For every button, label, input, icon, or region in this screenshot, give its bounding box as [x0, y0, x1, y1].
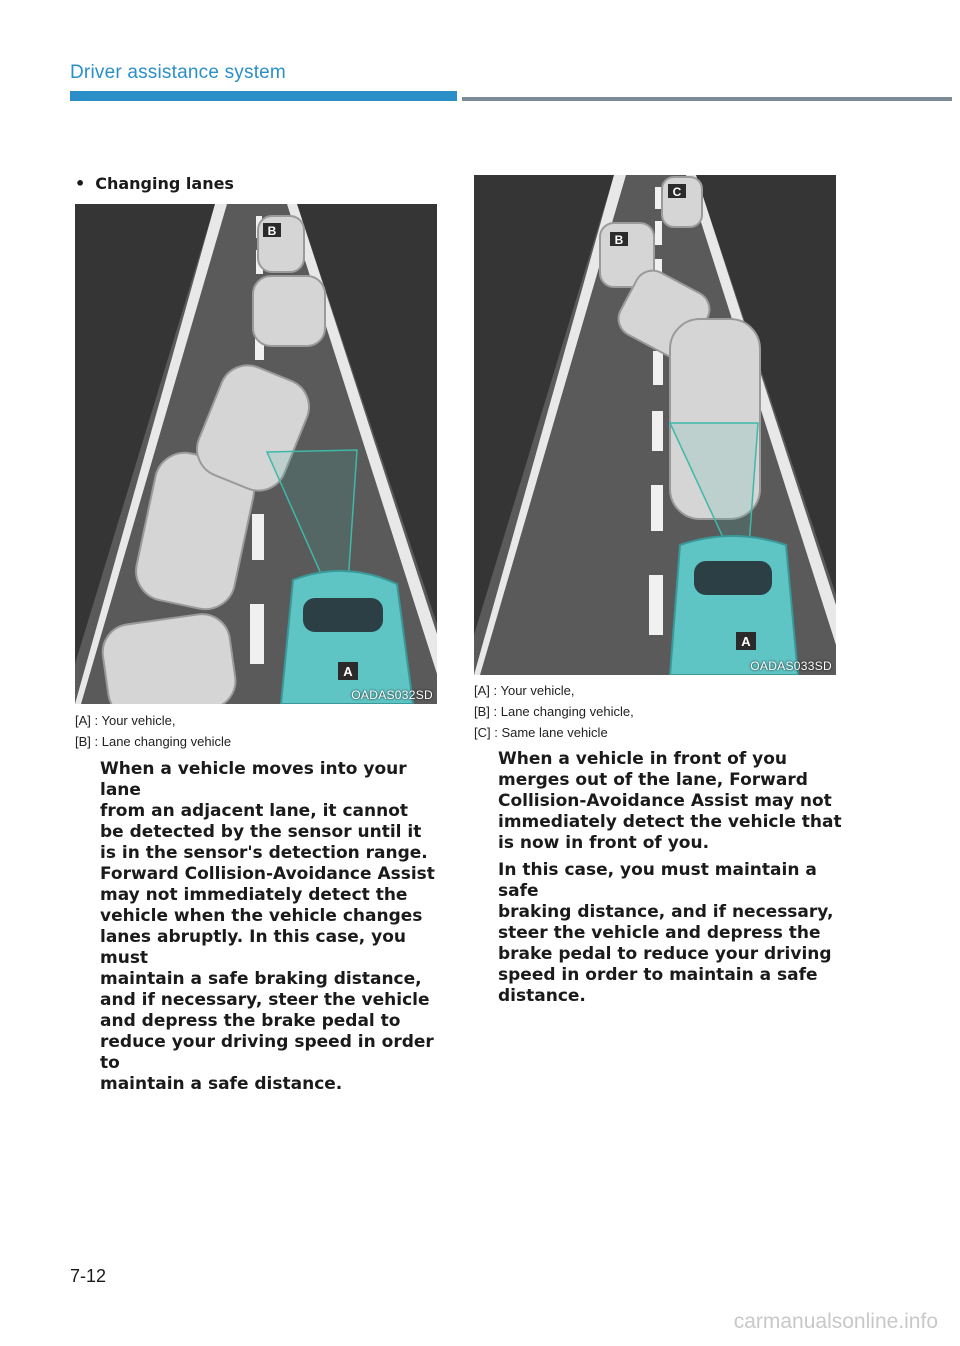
watermark-link[interactable]: carmanualsonline.info — [733, 1310, 938, 1333]
text-line: from an adjacent lane, it cannot — [100, 801, 409, 821]
text-line: Collision-Avoidance Assist may not — [498, 791, 832, 811]
text-line: braking distance, and if necessary, — [498, 902, 834, 922]
text-line: lanes abruptly. In this case, you must — [100, 927, 406, 968]
vehicle-label-a: A — [741, 634, 751, 649]
text-line: and depress the brake pedal to — [100, 1011, 401, 1031]
illustration-lane-change-adjacent — [75, 204, 437, 704]
section-heading-text: Changing lanes — [95, 174, 234, 193]
text-line: maintain a safe distance. — [100, 1074, 343, 1094]
text-line: immediately detect the vehicle that — [498, 812, 842, 832]
text-line: reduce your driving speed in order to — [100, 1032, 434, 1073]
caption-line: [A] : Your vehicle, — [474, 683, 575, 698]
body-text-right — [498, 749, 848, 1013]
figure-caption-right — [474, 680, 634, 743]
text-line: When a vehicle in front of you — [498, 749, 787, 769]
paragraph — [498, 749, 848, 854]
text-line: steer the vehicle and depress the — [498, 923, 821, 943]
figure-caption-left — [75, 710, 231, 752]
bullet-dot: • — [75, 174, 86, 193]
page-number: 7-12 — [70, 1266, 107, 1286]
vehicle-label-b: B — [614, 233, 624, 247]
text-line: maintain a safe braking distance, — [100, 969, 422, 989]
header-title: Driver assistance system — [70, 62, 286, 83]
figure-changing-lanes-left — [75, 204, 437, 704]
illustration-lane-merge-out — [474, 175, 836, 675]
figure-changing-lanes-right — [474, 175, 836, 675]
figure-code: OADAS032SD — [351, 688, 433, 702]
text-line: merges out of the lane, Forward — [498, 770, 808, 790]
text-line: Forward Collision-Avoidance Assist — [100, 864, 435, 884]
text-line: When a vehicle moves into your lane — [100, 759, 407, 800]
vehicle-label-b: B — [267, 224, 277, 238]
text-line: brake pedal to reduce your driving — [498, 944, 832, 964]
caption-line: [B] : Lane changing vehicle, — [474, 704, 634, 719]
caption-line: [C] : Same lane vehicle — [474, 725, 608, 740]
text-line: is in the sensor's detection range. — [100, 843, 428, 863]
text-line: distance. — [498, 986, 586, 1006]
vehicle-label-c: C — [672, 185, 682, 199]
caption-line: [B] : Lane changing vehicle — [75, 734, 232, 749]
text-line: is now in front of you. — [498, 833, 710, 853]
text-line: vehicle when the vehicle changes — [100, 906, 423, 926]
section-heading — [75, 174, 234, 193]
caption-line: [A] : Your vehicle, — [75, 713, 176, 728]
text-line: may not immediately detect the — [100, 885, 408, 905]
figure-code: OADAS033SD — [750, 659, 832, 673]
vehicle-label-a: A — [343, 664, 353, 679]
text-line: speed in order to maintain a safe — [498, 965, 818, 985]
body-text-left — [100, 759, 445, 1095]
text-line: and if necessary, steer the vehicle — [100, 990, 430, 1010]
header-divider-bar — [462, 97, 952, 101]
header-accent-bar — [70, 91, 457, 101]
paragraph — [498, 860, 848, 1007]
text-line: In this case, you must maintain a safe — [498, 860, 817, 901]
text-line: be detected by the sensor until it — [100, 822, 422, 842]
